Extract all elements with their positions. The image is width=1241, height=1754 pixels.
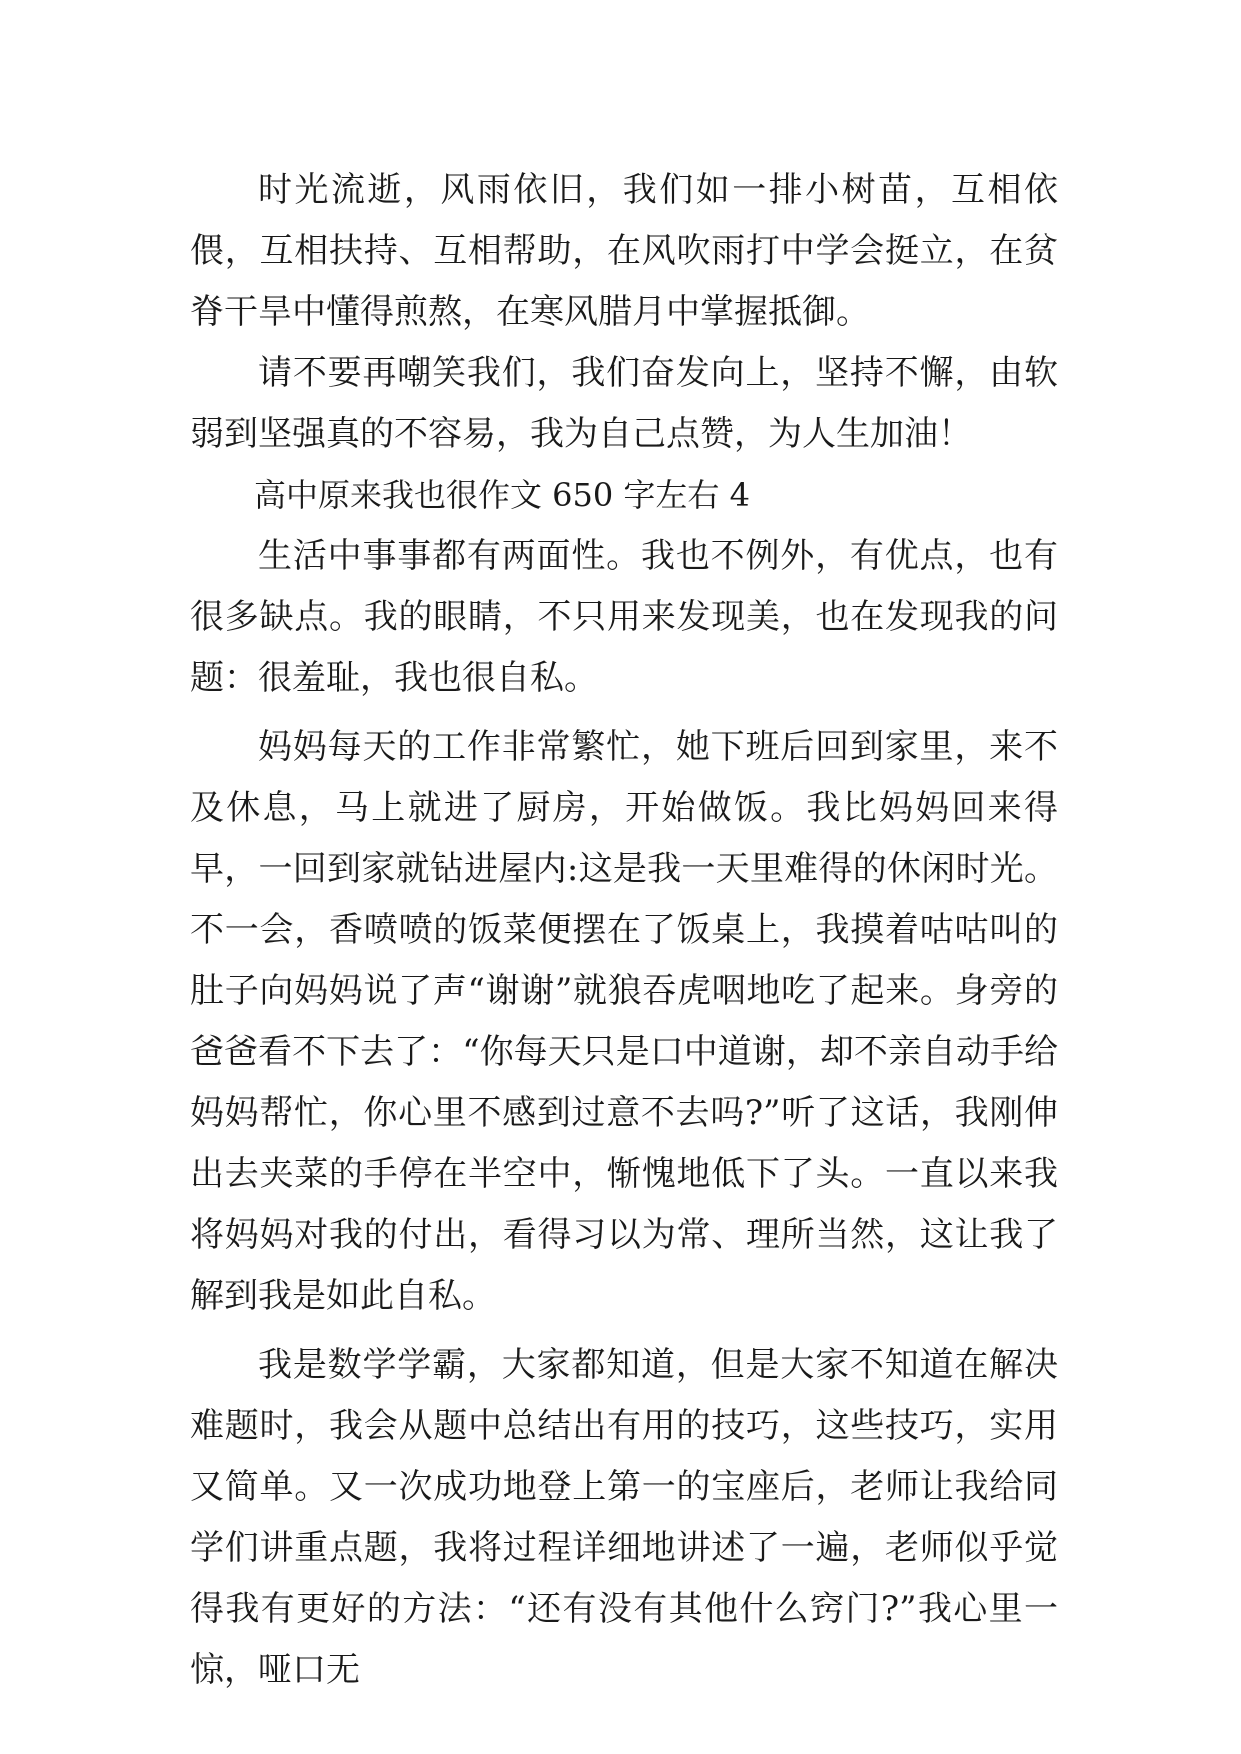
paragraph-2: 请不要再嘲笑我们，我们奋发向上，坚持不懈，由软弱到坚强真的不容易，我为自己点赞，为人生加油！: [190, 353, 1058, 454]
paragraph-5: 我是数学学霸，大家都知道，但是大家不知道在解决难题时，我会从题中总结出有用的技巧，这些技巧，实用又简单。又一次成功地登上第一的宝座后，老师让我给同学们讲重点题，我将过程详细地讲述了一遍，老师似乎觉得我有更好的方法：“还有没有其他什么窍门?”我心里一惊，哑口无: [190, 1345, 1058, 1690]
document-body: [190, 160, 1058, 1701]
paragraph-3: 生活中事事都有两面性。我也不例外，有优点，也有很多缺点。我的眼睛，不只用来发现美，也在发现我的问题：很羞耻，我也很自私。: [190, 536, 1058, 698]
essay-heading: 高中原来我也很作文 650 字左右 4: [254, 476, 750, 514]
paragraph-1: 时光流逝，风雨依旧，我们如一排小树苗，互相依偎，互相扶持、互相帮助，在风吹雨打中学会挺立，在贫脊干旱中懂得煎熬，在寒风腊月中掌握抵御。: [190, 170, 1058, 332]
paragraph-4: 妈妈每天的工作非常繁忙，她下班后回到家里，来不及休息，马上就进了厨房，开始做饭。我比妈妈回来得早，一回到家就钻进屋内:这是我一天里难得的休闲时光。不一会，香喷喷的饭菜便摆在了饭桌上，我摸着咕咕叫的肚子向妈妈说了声“谢谢”就狼吞虎咽地吃了起来。身旁的爸爸看不下去了：“你每天只是口中道谢，却不亲自动手给妈妈帮忙，你心里不感到过意不去吗?”听了这话，我刚伸出去夹菜的手停在半空中，惭愧地低下了头。一直以来我将妈妈对我的付出，看得习以为常、理所当然，这让我了解到我是如此自私。: [190, 727, 1059, 1316]
